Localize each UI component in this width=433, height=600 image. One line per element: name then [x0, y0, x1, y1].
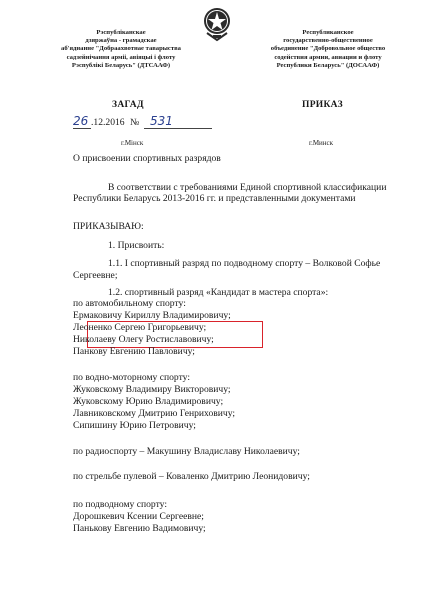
body-line: Лавниковскому Дмитрию Генриховичу; [73, 408, 236, 419]
header-left-line3: аб'яднанне "Добраахвотнае таварыства [61, 45, 181, 53]
city-left: г.Мінск [121, 139, 144, 147]
order-word: ПРИКАЗЫВАЮ: [73, 221, 144, 232]
date-line [73, 116, 213, 132]
body-line: Жуковскому Юрию Владимировичу; [73, 396, 224, 407]
preamble-line1: В соответствии с требованиями Единой спортивной классификации [108, 182, 387, 193]
body-line: по подводному спорту: [73, 499, 168, 510]
body-line: по радиоспорту – Макушину Владиславу Николаевичу; [73, 446, 300, 457]
body-line: по стрельбе пулевой – Коваленко Дмитрию Леонидовичу; [73, 471, 310, 482]
body-line: Дорошкевич Ксении Сергеевне; [73, 511, 204, 522]
body-line: Панькову Евгению Вадимовичу; [73, 523, 206, 534]
date-rest: .12.2016 [91, 117, 125, 128]
body-line: 1.2. спортивный разряд «Кандидат в мастера спорта»: [108, 287, 329, 298]
dosaaf-emblem [200, 6, 234, 42]
body-line: Панкову Евгению Павловичу; [73, 346, 195, 357]
header-left-line1: Рэспубліканскае [96, 29, 146, 36]
header-right-line2: государственно-общественное [283, 37, 373, 45]
body-line: 1.1. I спортивный разряд по подводному спорту – Волковой Софье [108, 258, 381, 269]
header-right-line4: содействия армии, авиации и флоту [274, 53, 382, 61]
body-line: Сипишину Юрию Петровичу; [73, 420, 196, 431]
header-right [248, 29, 408, 70]
doc-type-left: ЗАГАД [112, 100, 144, 110]
body-line-highlighted: Николаеву Олегу Ростиславовичу; [73, 334, 214, 345]
body-line: по автомобильному спорту: [73, 298, 186, 309]
doc-type-right: ПРИКАЗ [302, 100, 343, 110]
body-line: 1. Присвоить: [108, 240, 165, 251]
body-line: Ермаковичу Кириллу Владимировичу; [73, 310, 231, 321]
header-left-line5: Рэспублікі Беларусь" (ДТСААФ) [71, 61, 171, 69]
date-day-handwritten: 26 [73, 114, 91, 129]
header-left-line2: дзяржаўна - грамадскае [85, 37, 157, 45]
body-line-highlighted: Леоненко Сергею Григорьевичу; [73, 322, 207, 333]
header-right-line3: объединение "Добровольное общество [270, 45, 386, 53]
city-right: г.Минск [309, 139, 334, 147]
header-left [46, 29, 196, 70]
number-handwritten: 531 [144, 114, 212, 129]
body-line: Жуковскому Владимиру Викторовичу; [73, 384, 231, 395]
number-sign: № [130, 117, 140, 128]
header-right-line5: Республики Беларусь" (ДОСААФ) [276, 61, 380, 69]
subject: О присвоении спортивных разрядов [73, 153, 221, 164]
body-line: по водно-моторному спорту: [73, 372, 190, 383]
body-line: Сергеевне; [73, 270, 118, 281]
header-left-line4: садзейнічання арміі, авіяцыі і флоту [66, 53, 176, 61]
header-right-line1: Республиканское [302, 29, 354, 36]
preamble-line2: Республики Беларусь 2013-2016 гг. и представленными документами [73, 193, 356, 204]
